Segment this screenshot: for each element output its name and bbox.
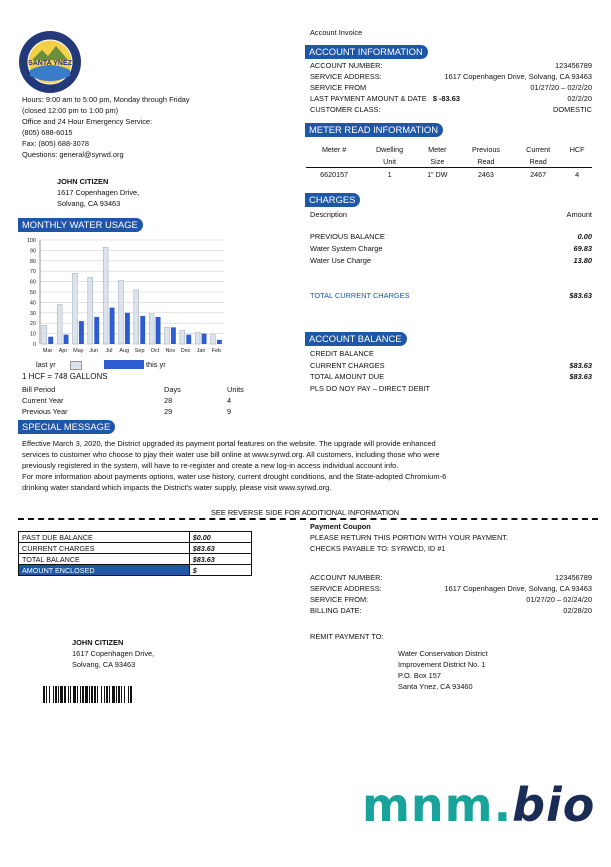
customer-address-top (57, 176, 139, 209)
bar-this-year (140, 316, 145, 344)
legend-last-year-swatch (70, 361, 82, 370)
customer-addr1: 1617 Copenhagen Drive, (72, 649, 155, 658)
meter-col-previous: Previous (471, 144, 500, 154)
payment-stub-table (18, 531, 252, 576)
hcf-note: 1 HCF = 748 GALLONS (22, 372, 108, 381)
x-tick-label: Sep (134, 348, 145, 354)
barcode-bar (97, 686, 98, 703)
charge-item-label: PREVIOUS BALANCE (310, 232, 385, 241)
coupon-service-from: 01/27/20 – 02/24/20 (526, 595, 592, 604)
coupon-billing-date: 02/28/20 (563, 606, 592, 615)
y-tick-label: 10 (29, 331, 36, 338)
account-info-header: ACCOUNT INFORMATION (305, 45, 428, 59)
logo-center-text: SANTA YNEZ (28, 60, 72, 67)
service-address-label: SERVICE ADDRESS: (310, 72, 382, 81)
days-header: Days (164, 385, 181, 394)
x-tick-label: Oct (150, 348, 160, 354)
remit-address (398, 648, 488, 692)
customer-class-label: CUSTOMER CLASS: (310, 105, 381, 114)
x-tick-label: Aug (119, 348, 130, 354)
meter-col-current: Current (526, 144, 551, 154)
stub-value: $83.63 (189, 543, 251, 554)
bar-this-year (94, 317, 99, 344)
monthly-usage-header: MONTHLY WATER USAGE (18, 218, 143, 232)
special-message-body (22, 438, 597, 493)
remit-line: Santa Ynez, CA 93460 (398, 682, 473, 691)
coupon-account-number: 123456789 (555, 573, 592, 582)
stub-row (19, 543, 252, 554)
barcode-bar (80, 686, 81, 703)
stub-label: CURRENT CHARGES (19, 543, 190, 554)
bar-last-year (149, 314, 154, 344)
stub-value: $0.00 (189, 532, 251, 543)
legend-this-year-swatch (104, 360, 144, 369)
watermark-part1: mnm. (362, 778, 513, 832)
watermark-logo (362, 780, 595, 830)
bar-this-year (171, 327, 176, 344)
charge-item-amount: 0.00 (577, 232, 592, 241)
charges-header: CHARGES (305, 193, 360, 207)
barcode-bar (58, 686, 59, 703)
bill-period-header: Bill Period (22, 385, 56, 394)
coupon-block (310, 521, 592, 642)
meter-table (306, 143, 592, 180)
meter-col-hcf: HCF (569, 144, 585, 154)
usage-days: 29 (164, 407, 173, 416)
hcf-value: 4 (575, 169, 580, 179)
charge-item-amount: 13.80 (573, 256, 592, 265)
y-tick-label: 0 (32, 342, 36, 348)
barcode (43, 686, 163, 703)
customer-addr2: Solvang, CA 93463 (57, 199, 121, 208)
coupon-instruction: PLEASE RETURN THIS PORTION WITH YOUR PAYMENT. (310, 533, 509, 542)
stub-row (19, 554, 252, 565)
coupon-payable: CHECKS PAYABLE TO: SYRWCD, ID #1 (310, 544, 446, 553)
remit-line: Improvement District No. 1 (398, 660, 486, 669)
total-current-charges: $83.63 (569, 291, 592, 300)
stub-label: PAST DUE BALANCE (19, 532, 190, 543)
balance-block (310, 348, 592, 394)
barcode-bar (106, 686, 108, 703)
barcode-bar (89, 686, 90, 703)
coupon-billing-label: BILLING DATE: (310, 606, 362, 615)
amount-enclosed-field[interactable]: $ (189, 565, 251, 576)
remit-label: REMIT PAYMENT TO: (310, 632, 384, 641)
bar-last-year (88, 277, 93, 344)
service-from: 01/27/20 – 02/2/20 (530, 83, 592, 92)
barcode-bar (82, 686, 84, 703)
barcode-bar (116, 686, 117, 703)
y-tick-label: 50 (29, 290, 36, 296)
usage-units: 4 (227, 396, 232, 405)
barcode-bar (109, 686, 110, 703)
coupon-title: Payment Coupon (310, 522, 371, 531)
message-line: previously registered in the system, will have to re-register and create a new log-in access individual account info. (22, 461, 399, 470)
meter-col-previous-2: Read (477, 156, 495, 166)
previous-read: 2463 (477, 169, 494, 179)
coupon-account-label: ACCOUNT NUMBER: (310, 573, 383, 582)
y-tick-label: 70 (29, 269, 36, 276)
meter-col-meter: Meter # (321, 144, 347, 154)
barcode-bar (43, 686, 45, 703)
barcode-bar (128, 686, 129, 703)
stub-row (19, 532, 252, 543)
x-tick-label: Apr (58, 348, 68, 354)
meter-col-meter-2 (306, 155, 362, 168)
x-tick-label: Jan (196, 348, 206, 354)
questions-email: Questions: general@syrwd.org (22, 150, 124, 159)
barcode-bar (112, 686, 115, 703)
customer-class: DOMESTIC (552, 105, 592, 114)
last-payment-amount: $ -83.63 (432, 94, 460, 103)
phone-number: (805) 688-6015 (22, 128, 73, 137)
customer-name: JOHN CITIZEN (72, 638, 124, 647)
bar-last-year (211, 335, 216, 344)
fax-number: Fax: (805) 688-3078 (22, 139, 89, 148)
y-tick-label: 100 (26, 238, 36, 244)
barcode-bar (53, 686, 54, 703)
usage-row (22, 406, 252, 417)
chart-legend (36, 360, 236, 370)
x-tick-label: Feb (211, 348, 222, 354)
charges-desc-label: Description (310, 210, 347, 219)
customer-name: JOHN CITIZEN (57, 177, 109, 186)
remit-line: Water Conservation District (398, 649, 488, 658)
barcode-bar (55, 686, 57, 703)
account-info-block (310, 60, 592, 115)
stub-label: AMOUNT ENCLOSED (19, 565, 190, 576)
barcode-bar (46, 686, 47, 703)
barcode-bar (73, 686, 76, 703)
invoice-title: Account Invoice (310, 28, 363, 37)
meter-header: METER READ INFORMATION (305, 123, 443, 137)
coupon-service-address: 1617 Copenhagen Drive, Solvang, CA 93463 (444, 584, 592, 593)
usage-period: Current Year (22, 396, 64, 405)
y-tick-label: 60 (29, 279, 36, 286)
meter-row (306, 168, 592, 181)
legend-last-year: last yr (36, 360, 56, 369)
bar-this-year (64, 335, 69, 344)
bar-this-year (110, 308, 115, 344)
barcode-bar (68, 686, 69, 703)
barcode-bar (64, 686, 66, 703)
bar-last-year (195, 333, 200, 344)
barcode-bar (70, 686, 71, 703)
reverse-side-note: SEE REVERSE SIDE FOR ADDITIONAL INFORMATION (211, 508, 400, 517)
account-balance-header: ACCOUNT BALANCE (305, 332, 407, 346)
account-number-label: ACCOUNT NUMBER: (310, 61, 383, 70)
usage-units: 9 (227, 407, 232, 416)
units-header: Units (227, 385, 244, 394)
remit-line: P.O. Box 157 (398, 671, 442, 680)
total-due: $83.63 (569, 372, 592, 381)
stub-value: $83.63 (189, 554, 251, 565)
perforation-line (18, 518, 598, 520)
barcode-bar (91, 686, 93, 703)
y-tick-label: 90 (29, 248, 36, 255)
watermark-part2: bio (512, 778, 596, 832)
usage-period: Previous Year (22, 407, 68, 416)
total-current-charges-label: TOTAL CURRENT CHARGES (310, 291, 410, 300)
customer-addr2: Solvang, CA 93463 (72, 660, 136, 669)
x-tick-label: Jun (89, 348, 99, 354)
meter-col-dwelling-2: Unit (383, 156, 396, 166)
account-number: 123456789 (555, 61, 592, 70)
special-message-header: SPECIAL MESSAGE (18, 420, 115, 434)
bar-last-year (42, 325, 47, 344)
bar-last-year (134, 290, 139, 344)
bar-last-year (57, 304, 62, 344)
district-logo (18, 30, 82, 94)
total-due-label: TOTAL AMOUNT DUE (310, 372, 385, 381)
last-payment-label: LAST PAYMENT AMOUNT & DATE (310, 94, 427, 103)
barcode-bar (49, 686, 50, 703)
coupon-address-label: SERVICE ADDRESS: (310, 584, 382, 593)
charges-amount-label: Amount (566, 210, 592, 219)
barcode-bar (124, 686, 125, 703)
customer-addr1: 1617 Copenhagen Drive, (57, 188, 140, 197)
barcode-bar (130, 686, 132, 703)
barcode-bar (104, 686, 105, 703)
bar-last-year (103, 247, 108, 344)
bar-this-year (202, 334, 207, 344)
meter-col-meter-size: Meter (428, 144, 447, 154)
barcode-bar (77, 686, 78, 703)
customer-address-bottom (72, 637, 154, 670)
y-tick-label: 40 (29, 300, 36, 307)
y-tick-label: 30 (29, 310, 36, 317)
bar-this-year (125, 313, 130, 344)
meter-col-meter-size-2: Size (430, 156, 445, 166)
amount-enclosed-row[interactable] (19, 565, 252, 576)
message-line: Effective March 3, 2020, the District upgraded its payment portal features on the website. The upgrade will provide enhanced (22, 439, 436, 448)
bar-this-year (186, 335, 191, 344)
balance-current: $83.63 (569, 360, 592, 370)
balance-current-label: CURRENT CHARGES (310, 360, 385, 370)
current-read: 2467 (530, 169, 547, 179)
meter-number: 6620157 (320, 169, 349, 179)
stub-label: TOTAL BALANCE (19, 554, 190, 565)
barcode-bar (60, 686, 63, 703)
barcode-bar (94, 686, 96, 703)
bar-last-year (180, 330, 185, 344)
charge-item-label: Water Use Charge (310, 256, 371, 265)
message-line: drinking water standard which impacts the District’s water supply, please visit www.syrwd.org. (22, 483, 332, 492)
meter-col-current-2: Read (529, 156, 547, 166)
message-line: services to customer who choose to pjay their water use bill online at www.syrwd.org. All customers, including those who were (22, 450, 440, 459)
bar-this-year (79, 321, 84, 344)
x-tick-label: Nov (165, 348, 176, 354)
bar-last-year (119, 281, 124, 344)
total-current-charges-row (310, 291, 592, 300)
last-payment-date: 02/2/20 (567, 94, 592, 103)
y-tick-label: 80 (29, 258, 36, 265)
contact-block (22, 94, 190, 160)
office-closed: (closed 12:00 pm to 1:00 pm) (22, 106, 119, 115)
bar-last-year (73, 273, 78, 344)
usage-row (22, 395, 252, 406)
bar-this-year (48, 337, 53, 344)
barcode-bar (118, 686, 120, 703)
bar-last-year (165, 327, 170, 344)
charge-item-label: Water System Charge (310, 244, 383, 253)
usage-chart (18, 232, 228, 362)
usage-table (22, 384, 252, 417)
office-hours: Hours: 9:00 am to 5:00 pm, Monday through Friday (22, 95, 190, 104)
coupon-from-label: SERVICE FROM: (310, 595, 369, 604)
meter-size: 1” DW (427, 169, 448, 179)
credit-balance-label: CREDIT BALANCE (310, 349, 374, 358)
dwelling-unit: 1 (387, 169, 392, 179)
meter-col-hcf-2 (562, 155, 592, 168)
emergency-service: Office and 24 Hour Emergency Service: (22, 117, 153, 126)
x-tick-label: Mar (42, 348, 53, 354)
bar-this-year (156, 317, 161, 344)
service-address: 1617 Copenhagen Drive, Solvang, CA 93463 (444, 72, 592, 81)
direct-debit-note: PLS DO NOY PAY – DIRECT DEBIT (310, 383, 431, 393)
charge-item-amount: 69.83 (573, 244, 592, 253)
barcode-bar (121, 686, 122, 703)
charges-block (310, 209, 592, 267)
meter-col-dwelling: Dwelling (375, 144, 404, 154)
barcode-bar (101, 686, 102, 703)
service-from-label: SERVICE FROM (310, 83, 367, 92)
x-tick-label: Dec (180, 348, 191, 354)
message-line: For more information about payments options, water use history, current drought conditions, and the State-adopted Chromium-6 (22, 472, 447, 481)
legend-this-year: this yr (146, 360, 166, 369)
x-tick-label: Jul (105, 348, 113, 354)
x-tick-label: May (73, 348, 84, 354)
y-tick-label: 20 (29, 321, 36, 328)
usage-days: 28 (164, 396, 173, 405)
barcode-bar (85, 686, 88, 703)
bar-this-year (217, 340, 222, 344)
